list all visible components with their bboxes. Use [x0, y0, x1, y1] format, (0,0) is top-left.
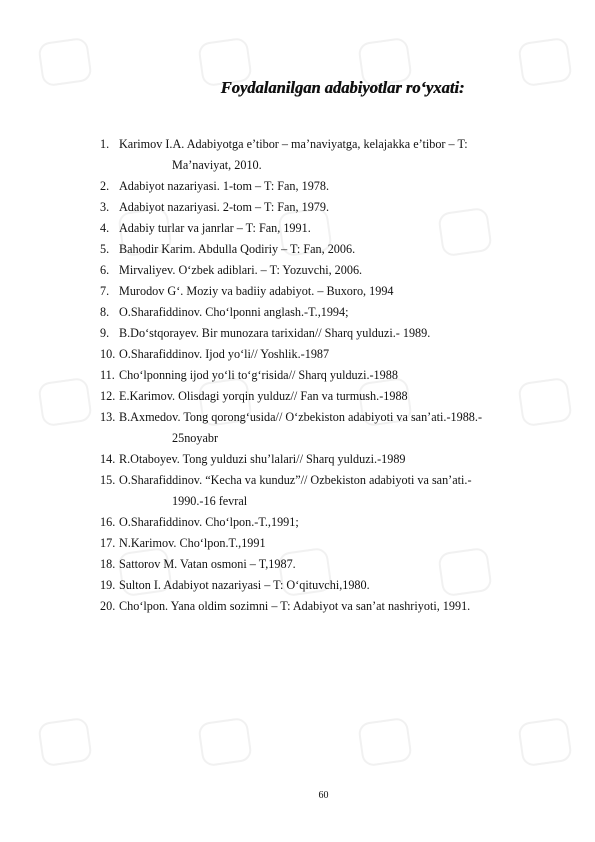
reference-item	[100, 365, 546, 386]
reference-text: O.Sharafiddinov. Ijod yo‘li// Yoshlik.-1987	[119, 347, 330, 361]
reference-item	[100, 323, 546, 344]
reference-item	[100, 281, 546, 302]
reference-item	[100, 596, 546, 617]
page-title: Foydalanilgan adabiyotlar ro‘yxati:	[220, 78, 465, 97]
reference-number: 3.	[100, 200, 110, 214]
reference-item	[100, 239, 546, 260]
reference-item	[100, 554, 546, 575]
reference-number: 12.	[100, 389, 116, 403]
reference-number: 8.	[100, 305, 110, 319]
reference-number: 10.	[100, 347, 116, 361]
reference-text-continuation: 25noyabr	[172, 431, 219, 445]
reference-item	[100, 533, 546, 554]
reference-text: Cho‘lpon. Yana oldim sozimni – T: Adabiyot va san’at nashriyoti, 1991.	[119, 599, 471, 613]
reference-number: 13.	[100, 410, 116, 424]
reference-number: 16.	[100, 515, 116, 529]
reference-item	[100, 302, 546, 323]
reference-number: 6.	[100, 263, 110, 277]
reference-item	[100, 512, 546, 533]
reference-item	[100, 470, 546, 512]
reference-number: 5.	[100, 242, 110, 256]
reference-text: Murodov G‘. Moziy va badiiy adabiyot. – Buxoro, 1994	[119, 284, 394, 298]
reference-text: O.Sharafiddinov. Cho‘lpon.-T.,1991;	[119, 515, 299, 529]
reference-item	[100, 407, 546, 449]
reference-number: 14.	[100, 452, 116, 466]
reference-number: 15.	[100, 473, 116, 487]
reference-item	[100, 218, 546, 239]
reference-text: O.Sharafiddinov. Cho‘lponni anglash.-T.,1994;	[119, 305, 349, 319]
reference-text: Sattorov M. Vatan osmoni – T,1987.	[119, 557, 296, 571]
reference-text: N.Karimov. Cho‘lpon.T.,1991	[119, 536, 266, 550]
reference-number: 20.	[100, 599, 116, 613]
reference-text: O.Sharafiddinov. “Kecha va kunduz”// Ozbekiston adabiyoti va san’ati.-	[119, 473, 472, 487]
reference-number: 1.	[100, 137, 110, 151]
reference-text: Adabiy turlar va janrlar – T: Fan, 1991.	[119, 221, 311, 235]
reference-text: Karimov I.A. Adabiyotga e’tibor – ma’naviyatga, kelajakka e’tibor – T:	[119, 137, 468, 151]
reference-text: Sulton I. Adabiyot nazariyasi – T: O‘qituvchi,1980.	[119, 578, 370, 592]
reference-item	[100, 449, 546, 470]
reference-number: 4.	[100, 221, 110, 235]
reference-text: B.Do‘stqorayev. Bir munozara tarixidan// Sharq yulduzi.- 1989.	[119, 326, 431, 340]
reference-text: Mirvaliyev. O‘zbek adiblari. – T: Yozuvchi, 2006.	[119, 263, 363, 277]
reference-text: B.Axmedov. Tong qorong‘usida// O‘zbekiston adabiyoti va san’ati.-1988.-	[119, 410, 483, 424]
reference-item	[100, 134, 546, 176]
page-number: 60	[318, 790, 329, 801]
reference-text: Cho‘lponning ijod yo‘li to‘g‘risida// Sharq yulduzi.-1988	[119, 368, 398, 382]
reference-text: R.Otaboyev. Tong yulduzi shu’lalari// Sharq yulduzi.-1989	[119, 452, 406, 466]
reference-text: Adabiyot nazariyasi. 1-tom – T: Fan, 1978.	[119, 179, 330, 193]
reference-number: 2.	[100, 179, 110, 193]
reference-number: 18.	[100, 557, 116, 571]
reference-number: 7.	[100, 284, 110, 298]
reference-text-continuation: 1990.-16 fevral	[172, 494, 248, 508]
reference-number: 19.	[100, 578, 116, 592]
reference-list	[100, 134, 546, 617]
reference-number: 9.	[100, 326, 110, 340]
reference-item	[100, 260, 546, 281]
reference-item	[100, 197, 546, 218]
reference-number: 17.	[100, 536, 116, 550]
reference-item	[100, 344, 546, 365]
reference-text: Bahodir Karim. Abdulla Qodiriy – T: Fan, 2006.	[119, 242, 356, 256]
reference-text: E.Karimov. Olisdagi yorqin yulduz// Fan va turmush.-1988	[119, 389, 408, 403]
reference-text-continuation: Ma’naviyat, 2010.	[172, 158, 262, 172]
reference-number: 11.	[100, 368, 115, 382]
reference-item	[100, 575, 546, 596]
reference-item	[100, 176, 546, 197]
reference-text: Adabiyot nazariyasi. 2-tom – T: Fan, 1979.	[119, 200, 330, 214]
reference-item	[100, 386, 546, 407]
